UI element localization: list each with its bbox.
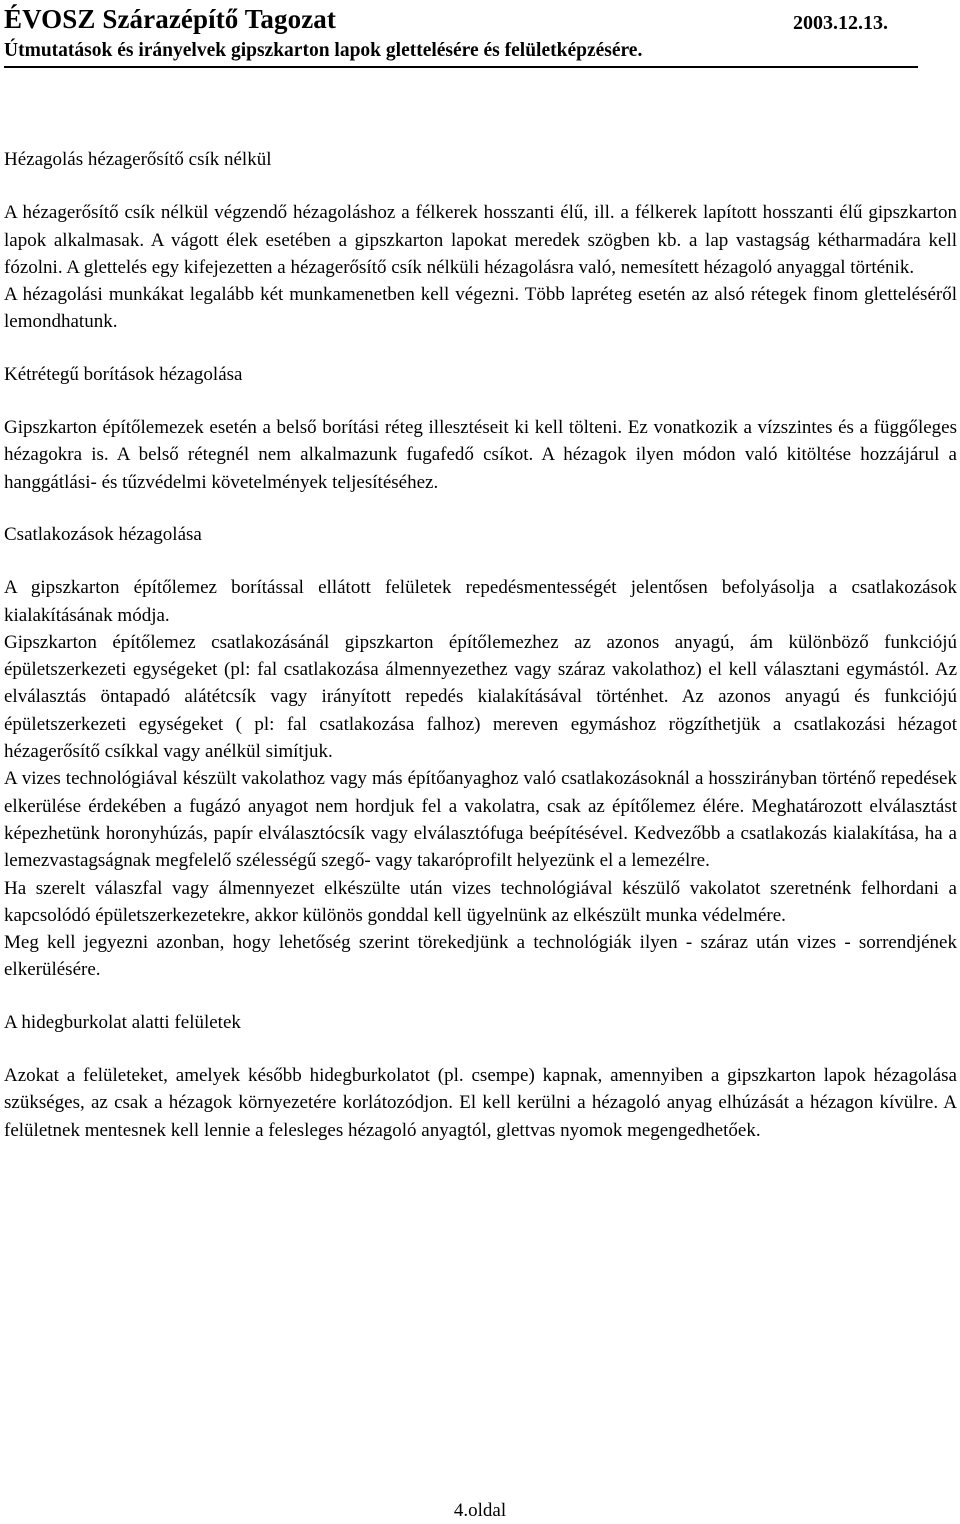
- section-heading: A hidegburkolat alatti felületek: [4, 1011, 241, 1033]
- body-paragraph: A gipszkarton építőlemez borítással ellátott felületek repedésmentességét jelentősen befolyásolja a csatlakozások kialakításának módja.: [4, 577, 957, 626]
- body-paragraph: Azokat a felületeket, amelyek később hidegburkolatot (pl. csempe) kapnak, amennyiben a gipszkarton lapok hézagolása szükséges, az csak a hézagok környezetére korlátozódjon. El kell kerülni a hézagoló anyag elhúzását a hézagon kívülre. A felületnek mentesnek kell lennie a felesleges hézagoló anyagtól, glettvas nyomok megengedhetőek.: [4, 1065, 957, 1141]
- section-heading: Csatlakozások hézagolása: [4, 523, 202, 545]
- body-paragraph: Ha szerelt válaszfal vagy álmennyezet elkészülte után vizes technológiával készülő vakolatot szeretnénk felhordani a kapcsolódó épületszerkezetekre, akkor különös gonddal kell ügyelnünk az elkészült munka védelmére.: [4, 877, 957, 926]
- section-tile-substrate: [4, 1009, 957, 1144]
- body-paragraph: A hézagolási munkákat legalább két munkamenetben kell végezni. Több lapréteg esetén az alsó rétegek finom gletteléséről lemondhatunk.: [4, 284, 957, 333]
- section-joint-without-tape: [4, 146, 957, 336]
- section-heading: Hézagolás hézagerősítő csík nélkül: [4, 149, 272, 170]
- document-date: 2003.12.13.: [793, 12, 888, 34]
- document-subtitle: Útmutatások és irányelvek gipszkarton lapok glettelésére és felületképzésére.: [4, 40, 643, 61]
- body-paragraph: Gipszkarton építőlemez csatlakozásánál gipszkarton építőlemezhez az azonos anyagú, ám különböző funkciójú épületszerkezeti egységeket (pl: fal csatlakozása álmennyezethez vagy száraz vakolathoz) el kell választani egymástól. Az elválasztás öntapadó alátétcsík vagy irányított repedés kialakításával történhet. Az azonos anyagú és funkciójú épületszerkezeti egységeket ( pl: fal csatlakozása falhoz) mereven egymáshoz rögzíthetjük a csatlakozási hézagot hézagerősítő csíkkal vagy anélkül simítjuk.: [4, 631, 957, 763]
- document-body: [4, 146, 957, 1144]
- section-connection-joints: [4, 521, 957, 984]
- document-header: [4, 4, 918, 68]
- section-double-layer-joints: [4, 361, 957, 496]
- section-heading: Kétrétegű borítások hézagolása: [4, 363, 243, 385]
- body-paragraph: Gipszkarton építőlemezek esetén a belső borítási réteg illesztéseit ki kell tölteni. Ez vonatkozik a vízszintes és a függőleges hézagokra is. A belső rétegnél nem alkalmazunk fugafedő csíkot. A hézagok ilyen módon való kitöltése hozzájárul a hanggátlási- és tűzvédelmi követelmények teljesítéséhez.: [4, 417, 957, 493]
- body-paragraph: Meg kell jegyezni azonban, hogy lehetőség szerint törekedjünk a technológiák ilyen - száraz után vizes - sorrendjének elkerülésére.: [4, 932, 957, 981]
- body-paragraph: A vizes technológiával készült vakolathoz vagy más építőanyaghoz való csatlakozásoknál a hosszirányban történő repedések elkerülése érdekében a fugázó anyagot nem hordjuk fel a vakolatra, csak az építőlemez élére. Meghatározott elválasztást képezhetünk horonyhúzás, papír elválasztócsík vagy elválasztófuga beépítésével. Kedvezőbb a csatlakozás kialakítása, ha a lemezvastagságnak megfelelő szélességű szegő- vagy takaróprofilt helyezünk el a lemezélre.: [4, 768, 957, 872]
- organization-title: ÉVOSZ Szárazépítő Tagozat: [4, 4, 336, 34]
- body-paragraph: A hézagerősítő csík nélkül végzendő hézagoláshoz a félkerek hosszanti élű, ill. a félkerek lapított hosszanti élű gipszkarton lapok alkalmasak. A vágott élek esetében a gipszkarton lapokat meredek szögben kb. a lap vastagság kétharmadára kell fózolni. A glettelés egy kifejezetten a hézagerősítő csík nélküli hézagolásra való, nemesített hézagoló anyaggal történik.: [4, 202, 957, 278]
- page-number: 4.oldal: [453, 1500, 507, 1521]
- header-top-row: [4, 4, 918, 40]
